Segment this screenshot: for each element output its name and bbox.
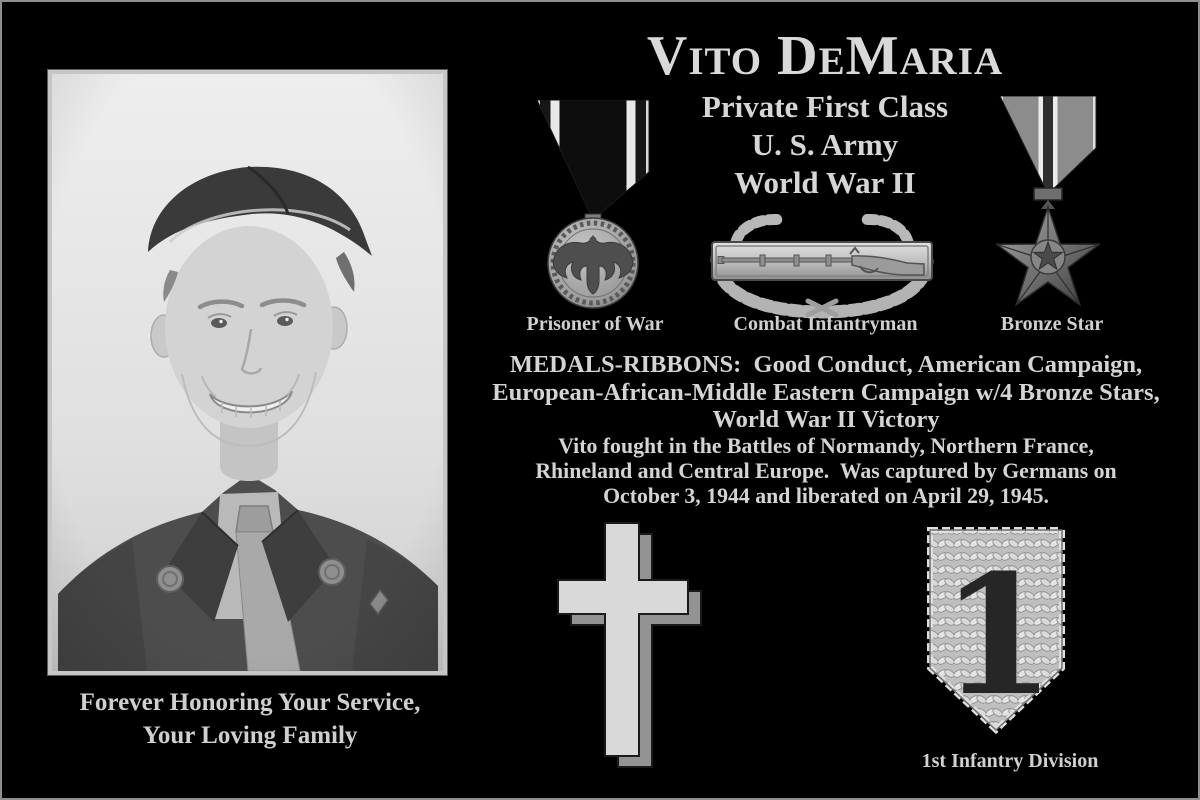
combat-infantryman-badge-icon (702, 212, 942, 320)
history-line-1: Vito fought in the Battles of Normandy, Northern France, (558, 434, 1094, 458)
rank: Private First Class (701, 89, 949, 124)
combat-infantryman-label: Combat Infantryman (733, 313, 918, 335)
bronze-star-label: Bronze Star (1000, 313, 1104, 335)
dedication-line-2: Your Loving Family (142, 722, 358, 749)
portrait-photo-frame (48, 70, 447, 675)
medals-line-2: European-African-Middle Eastern Campaign w/4 Bronze Stars, (492, 378, 1160, 406)
dedication-text (50, 686, 450, 752)
bronze-star-ribbon (1000, 96, 1096, 194)
bronze-star-medal-icon (996, 96, 1100, 322)
first-infantry-division-patch-icon (922, 524, 1070, 736)
dedication-line-1: Forever Honoring Your Service, (79, 689, 421, 716)
cross-face (558, 523, 688, 756)
branch: U. S. Army (751, 127, 899, 162)
soldier-portrait-photo-icon (52, 74, 443, 671)
service-history-text (450, 434, 1200, 509)
veteran-name: Vito DeMaria (646, 25, 1004, 87)
pow-ribbon (537, 100, 649, 220)
medals-line-3: World War II Victory (712, 406, 940, 433)
conflict: World War II (734, 165, 916, 200)
history-line-3: October 3, 1944 and liberated on April 29, 1945. (603, 484, 1049, 508)
history-line-2: Rhineland and Central Europe. Was captured by Germans on (535, 459, 1117, 483)
patch-numeral: 1 (940, 538, 1056, 732)
photo-vignette (52, 74, 443, 671)
bronze-star-pendant (997, 207, 1100, 305)
prisoner-of-war-label: Prisoner of War (526, 313, 664, 335)
medals-line-1: MEDALS-RIBBONS: Good Conduct, American Campaign, (509, 351, 1143, 378)
prisoner-of-war-medal-icon (535, 100, 651, 315)
medals-ribbons-text (450, 351, 1200, 434)
memorial-cross-icon (553, 518, 705, 770)
first-infantry-division-label: 1st Infantry Division (921, 750, 1099, 772)
